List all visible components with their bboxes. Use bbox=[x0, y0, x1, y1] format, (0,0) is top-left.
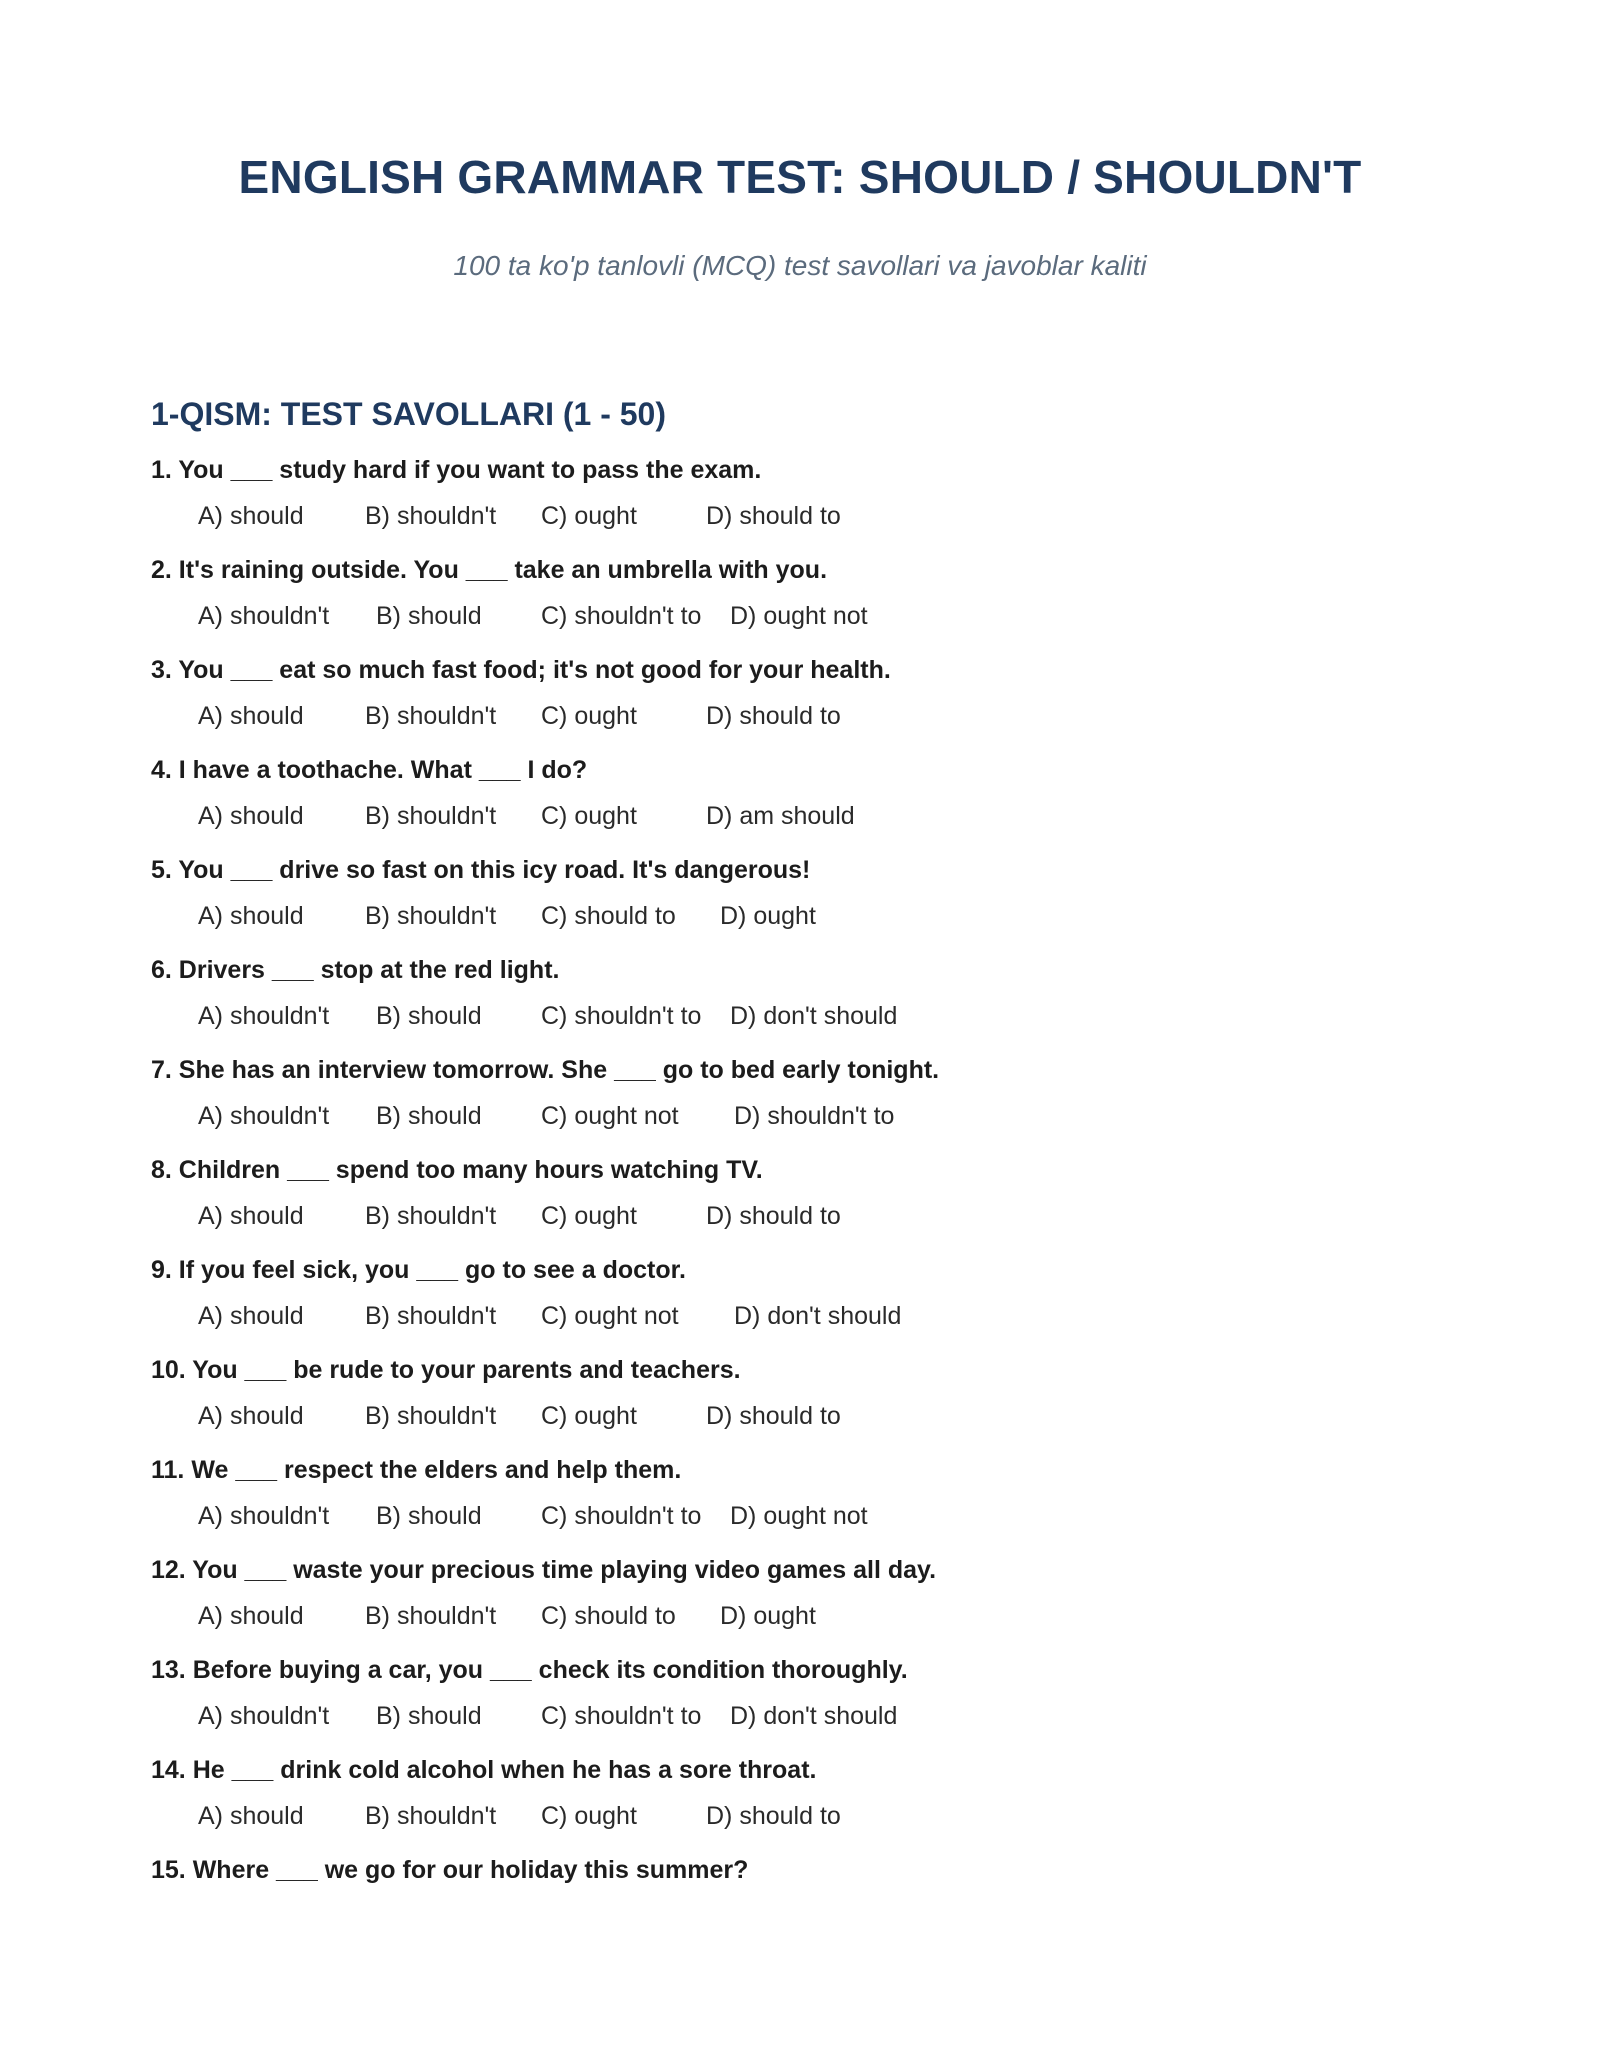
question-item bbox=[151, 1256, 1451, 1356]
option-d[interactable]: D) should to bbox=[706, 1402, 841, 1430]
question-item bbox=[151, 856, 1451, 956]
answer-options bbox=[198, 1702, 1398, 1734]
option-d[interactable]: D) ought not bbox=[730, 602, 868, 630]
question-text: 15. Where ___ we go for our holiday this summer? bbox=[151, 1856, 749, 1884]
option-c[interactable]: C) ought bbox=[541, 1202, 637, 1230]
option-c[interactable]: C) ought bbox=[541, 1802, 637, 1830]
question-item bbox=[151, 1156, 1451, 1256]
option-b[interactable]: B) should bbox=[376, 602, 482, 630]
question-item bbox=[151, 1856, 1451, 1956]
question-text: 8. Children ___ spend too many hours watching TV. bbox=[151, 1156, 763, 1184]
option-b[interactable]: B) shouldn't bbox=[365, 1202, 497, 1230]
option-c[interactable]: C) ought bbox=[541, 1402, 637, 1430]
document-subtitle: 100 ta ko'p tanlovli (MCQ) test savollari va javoblar kaliti bbox=[453, 250, 1147, 281]
option-d[interactable]: D) am should bbox=[706, 802, 855, 830]
option-a[interactable]: A) should bbox=[198, 902, 304, 930]
option-a[interactable]: A) shouldn't bbox=[198, 1502, 330, 1530]
option-c[interactable]: C) shouldn't to bbox=[541, 1002, 702, 1030]
option-b[interactable]: B) shouldn't bbox=[365, 902, 497, 930]
option-a[interactable]: A) should bbox=[198, 702, 304, 730]
option-a[interactable]: A) should bbox=[198, 1602, 304, 1630]
question-text: 12. You ___ waste your precious time playing video games all day. bbox=[151, 1556, 937, 1584]
option-b[interactable]: B) shouldn't bbox=[365, 1402, 497, 1430]
answer-options bbox=[198, 902, 1398, 934]
option-a[interactable]: A) shouldn't bbox=[198, 1002, 330, 1030]
option-d[interactable]: D) should to bbox=[706, 702, 841, 730]
option-b[interactable]: B) should bbox=[376, 1702, 482, 1730]
question-text: 7. She has an interview tomorrow. She ___ go to bed early tonight. bbox=[151, 1056, 940, 1084]
option-b[interactable]: B) shouldn't bbox=[365, 1302, 497, 1330]
question-item bbox=[151, 1756, 1451, 1856]
option-a[interactable]: A) shouldn't bbox=[198, 1102, 330, 1130]
option-c[interactable]: C) should to bbox=[541, 902, 676, 930]
option-a[interactable]: A) should bbox=[198, 1302, 304, 1330]
question-item bbox=[151, 656, 1451, 756]
question-text: 3. You ___ eat so much fast food; it's not good for your health. bbox=[151, 656, 891, 684]
option-b[interactable]: B) shouldn't bbox=[365, 1802, 497, 1830]
question-item bbox=[151, 456, 1451, 556]
option-a[interactable]: A) should bbox=[198, 1402, 304, 1430]
option-d[interactable]: D) ought bbox=[720, 1602, 816, 1630]
option-a[interactable]: A) should bbox=[198, 502, 304, 530]
option-d[interactable]: D) ought bbox=[720, 902, 816, 930]
option-c[interactable]: C) ought bbox=[541, 802, 637, 830]
option-d[interactable]: D) should to bbox=[706, 1202, 841, 1230]
answer-options bbox=[198, 1402, 1398, 1434]
option-d[interactable]: D) don't should bbox=[730, 1702, 898, 1730]
option-c[interactable]: C) should to bbox=[541, 1602, 676, 1630]
option-b[interactable]: B) shouldn't bbox=[365, 1602, 497, 1630]
option-c[interactable]: C) ought bbox=[541, 502, 637, 530]
option-a[interactable]: A) shouldn't bbox=[198, 602, 330, 630]
answer-options bbox=[198, 1302, 1398, 1334]
option-b[interactable]: B) should bbox=[376, 1102, 482, 1130]
document-title: ENGLISH GRAMMAR TEST: SHOULD / SHOULDN'T bbox=[238, 151, 1362, 203]
answer-options bbox=[198, 1802, 1398, 1834]
question-list bbox=[151, 456, 1451, 1956]
option-a[interactable]: A) should bbox=[198, 802, 304, 830]
option-b[interactable]: B) shouldn't bbox=[365, 502, 497, 530]
option-c[interactable]: C) ought not bbox=[541, 1302, 679, 1330]
option-b[interactable]: B) shouldn't bbox=[365, 702, 497, 730]
section-heading: 1-QISM: TEST SAVOLLARI (1 - 50) bbox=[151, 396, 666, 432]
answer-options bbox=[198, 502, 1398, 534]
answer-options bbox=[198, 1202, 1398, 1234]
answer-options bbox=[198, 1002, 1398, 1034]
answer-options bbox=[198, 1102, 1398, 1134]
option-a[interactable]: A) should bbox=[198, 1802, 304, 1830]
answer-options bbox=[198, 702, 1398, 734]
question-item bbox=[151, 756, 1451, 856]
question-text: 13. Before buying a car, you ___ check its condition thoroughly. bbox=[151, 1656, 908, 1684]
option-d[interactable]: D) ought not bbox=[730, 1502, 868, 1530]
option-d[interactable]: D) should to bbox=[706, 502, 841, 530]
option-d[interactable]: D) should to bbox=[706, 1802, 841, 1830]
question-item bbox=[151, 1456, 1451, 1556]
question-item bbox=[151, 556, 1451, 656]
question-text: 5. You ___ drive so fast on this icy road. It's dangerous! bbox=[151, 856, 811, 884]
question-text: 10. You ___ be rude to your parents and teachers. bbox=[151, 1356, 741, 1384]
question-text: 6. Drivers ___ stop at the red light. bbox=[151, 956, 560, 984]
question-text: 14. He ___ drink cold alcohol when he has a sore throat. bbox=[151, 1756, 817, 1784]
option-b[interactable]: B) should bbox=[376, 1002, 482, 1030]
question-text: 9. If you feel sick, you ___ go to see a doctor. bbox=[151, 1256, 686, 1284]
question-item bbox=[151, 1656, 1451, 1756]
option-a[interactable]: A) should bbox=[198, 1202, 304, 1230]
option-c[interactable]: C) shouldn't to bbox=[541, 1502, 702, 1530]
question-item bbox=[151, 1056, 1451, 1156]
option-b[interactable]: B) should bbox=[376, 1502, 482, 1530]
option-d[interactable]: D) don't should bbox=[734, 1302, 902, 1330]
option-c[interactable]: C) shouldn't to bbox=[541, 1702, 702, 1730]
question-text: 11. We ___ respect the elders and help them. bbox=[151, 1456, 682, 1484]
answer-options bbox=[198, 1602, 1398, 1634]
option-b[interactable]: B) shouldn't bbox=[365, 802, 497, 830]
answer-options bbox=[198, 802, 1398, 834]
option-a[interactable]: A) shouldn't bbox=[198, 1702, 330, 1730]
question-text: 4. I have a toothache. What ___ I do? bbox=[151, 756, 588, 784]
question-text: 1. You ___ study hard if you want to pass the exam. bbox=[151, 456, 762, 484]
option-d[interactable]: D) don't should bbox=[730, 1002, 898, 1030]
option-c[interactable]: C) shouldn't to bbox=[541, 602, 702, 630]
question-item bbox=[151, 1556, 1451, 1656]
question-text: 2. It's raining outside. You ___ take an umbrella with you. bbox=[151, 556, 828, 584]
answer-options bbox=[198, 602, 1398, 634]
question-item bbox=[151, 956, 1451, 1056]
answer-options bbox=[198, 1502, 1398, 1534]
option-d[interactable]: D) shouldn't to bbox=[734, 1102, 895, 1130]
option-c[interactable]: C) ought not bbox=[541, 1102, 679, 1130]
question-item bbox=[151, 1356, 1451, 1456]
option-c[interactable]: C) ought bbox=[541, 702, 637, 730]
